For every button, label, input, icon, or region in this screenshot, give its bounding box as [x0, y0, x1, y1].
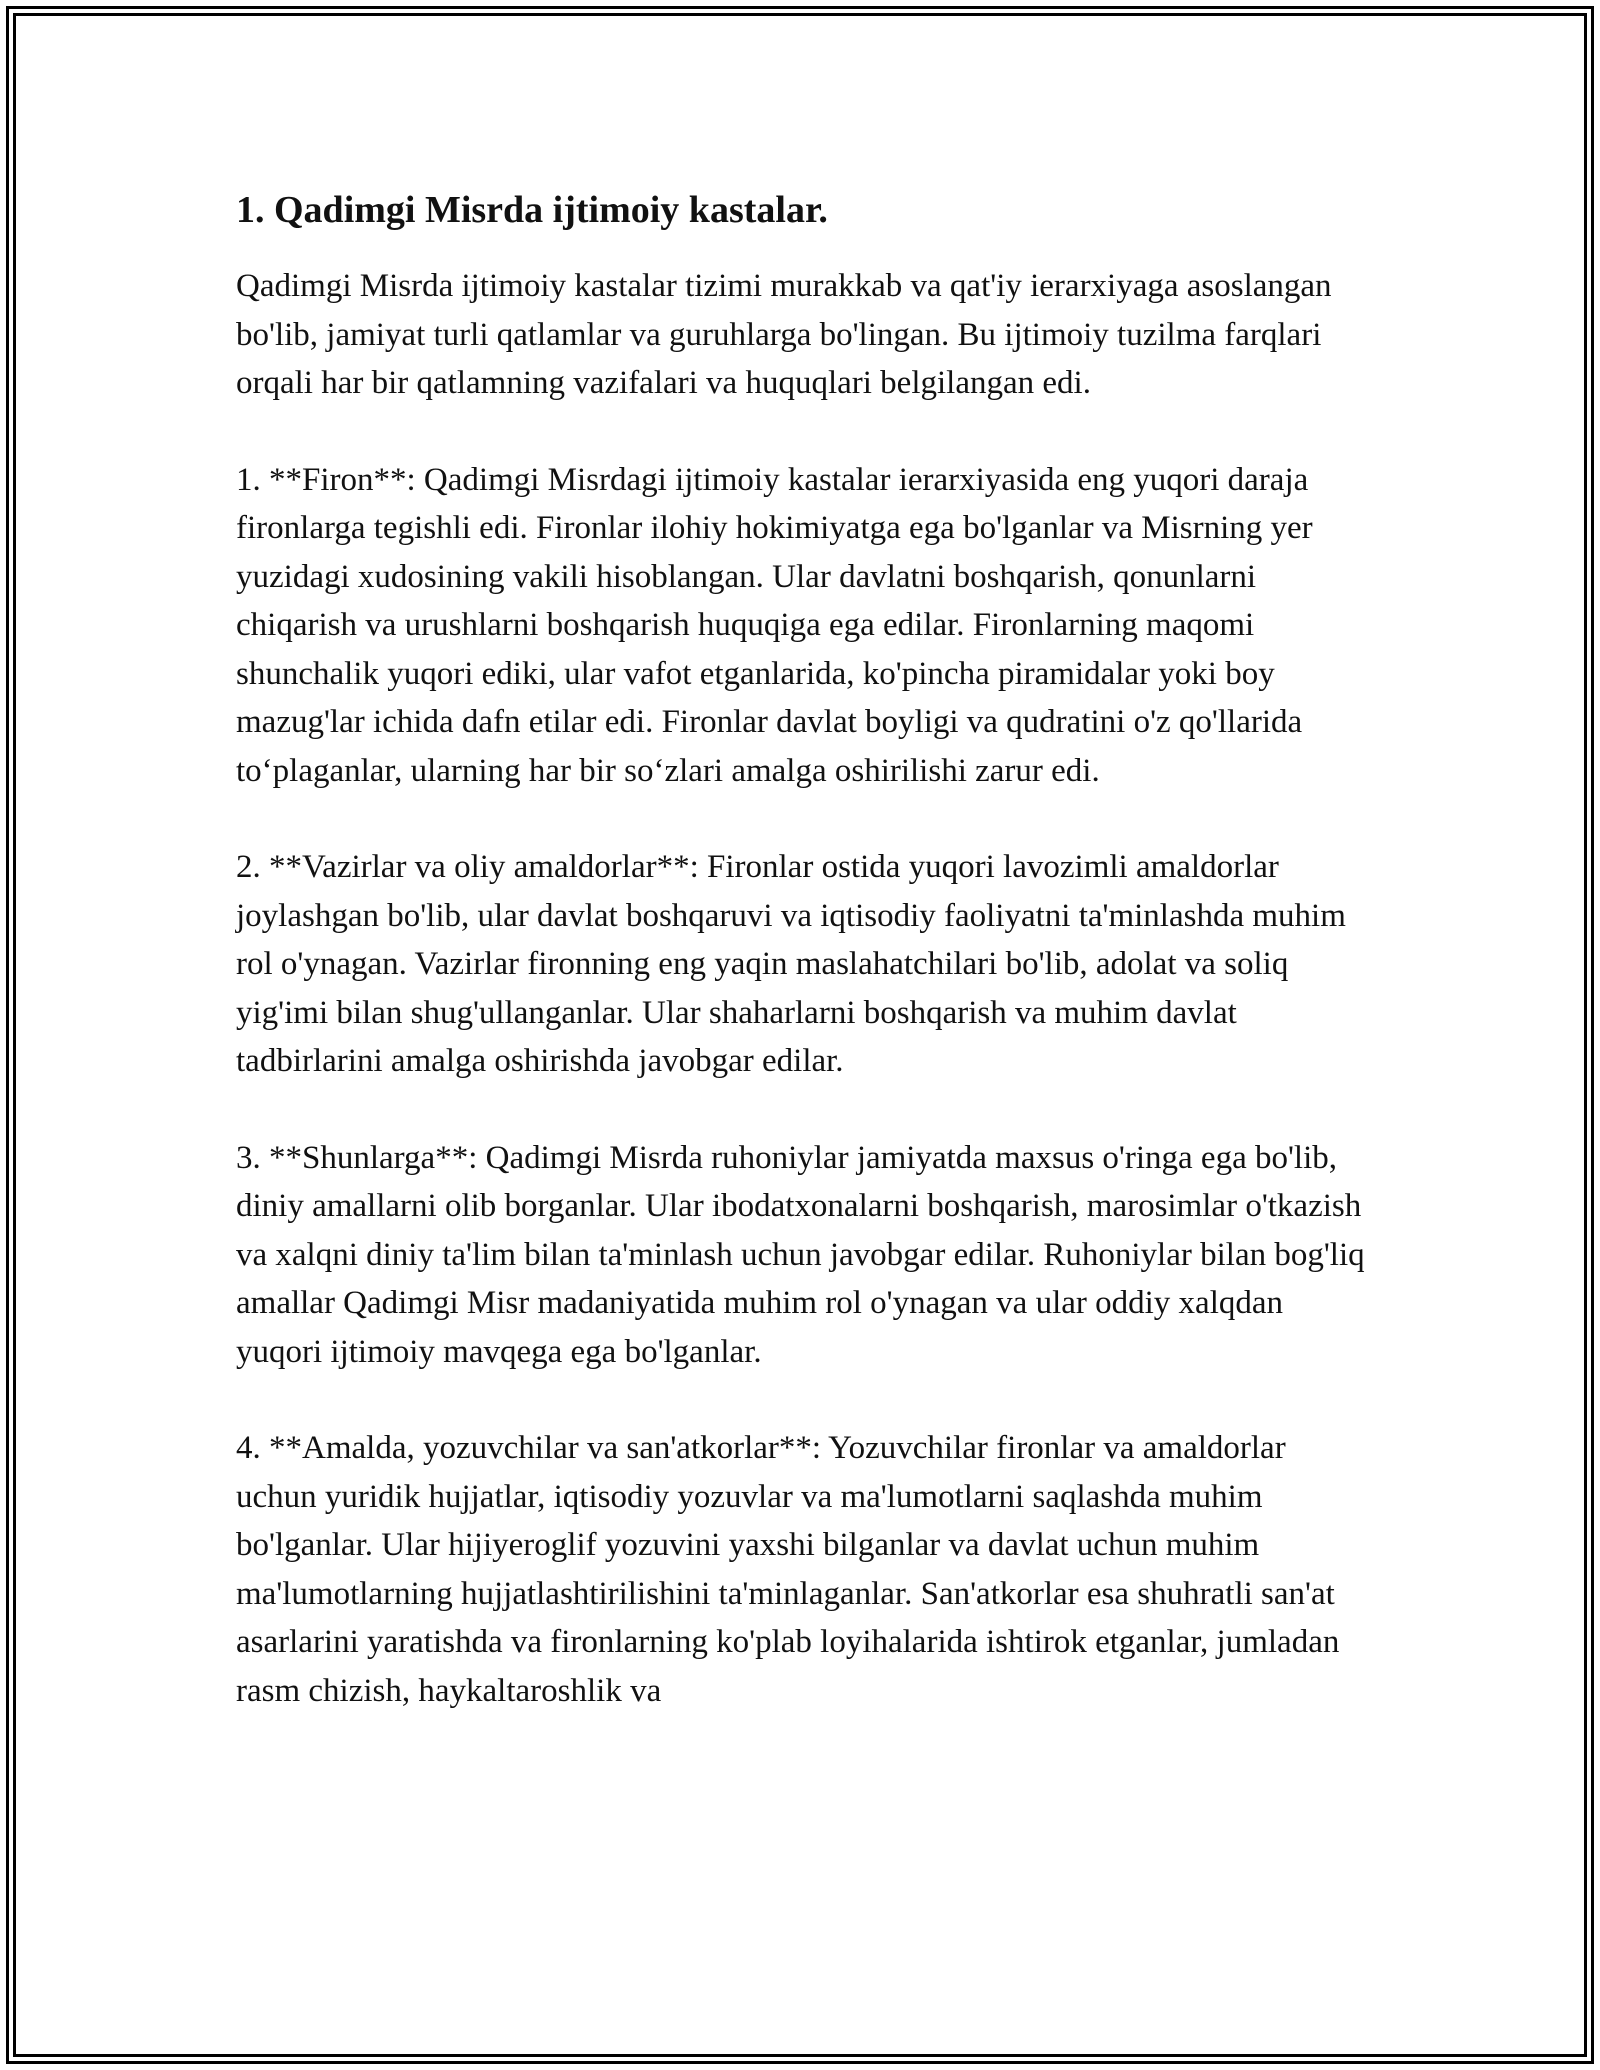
paragraph-firon: 1. **Firon**: Qadimgi Misrdagi ijtimoiy kastalar ierarxiyasida eng yuqori daraja fironlarga tegishli edi. Fironlar ilohiy hokimiyatga ega bo'lganlar va Misrning yer yuzidagi xudosining vakili hisoblangan. Ular davlatni boshqarish, qonunlarni chiqarish va urushlarni boshqarish huquqiga ega edilar. Fironlarning maqomi shunchalik yuqori ediki, ular vafot etganlarida, ko'pincha piramidalar yoki boy mazug'lar ichida dafn etilar edi. Fironlar davlat boyligi va qudratini o'z qo'llarida to‘plaganlar, ularning har bir so‘zlari amalga oshirilishi zarur edi. — [236, 461, 1313, 789]
document-body — [236, 186, 1366, 1763]
paragraph-vazirlar: 2. **Vazirlar va oliy amaldorlar**: Fironlar ostida yuqori lavozimli amaldorlar joylashgan bo'lib, ular davlat boshqaruvi va iqtisodiy faoliyatni ta'minlashda muhim rol o'ynagan. Vazirlar fironning eng yaqin maslahatchilari bo'lib, adolat va soliq yig'imi bilan shug'ullanganlar. Ular shaharlarni boshqarish va muhim davlat tadbirlarini amalga oshirishda javobgar edilar. — [236, 849, 1346, 1080]
section-heading: 1. Qadimgi Misrda ijtimoiy kastalar. — [236, 189, 828, 231]
paragraph-yozuvchilar: 4. **Amalda, yozuvchilar va san'atkorlar**: Yozuvchilar fironlar va amaldorlar uchun yuridik hujjatlar, iqtisodiy yozuvlar va ma'lumotlarni saqlashda muhim bo'lganlar. Ular hijiyeroglif yozuvini yaxshi bilganlar va davlat uchun muhim ma'lumotlarning hujjatlashtirilishini ta'minlaganlar. San'atkorlar esa shuhratli san'at asarlarini yaratishda va fironlarning ko'plab loyihalarida ishtirok etganlar, jumladan rasm chizish, haykaltaroshlik va — [236, 1430, 1340, 1709]
intro-paragraph: Qadimgi Misrda ijtimoiy kastalar tizimi murakkab va qat'iy ierarxiyaga asoslangan bo'lib, jamiyat turli qatlamlar va guruhlarga bo'lingan. Bu ijtimoiy tuzilma farqlari orqali har bir qatlamning vazifalari va huquqlari belgilangan edi. — [236, 268, 1332, 402]
paragraph-ruhoniylar: 3. **Shunlarga**: Qadimgi Misrda ruhoniylar jamiyatda maxsus o'ringa ega bo'lib, diniy amallarni olib borganlar. Ular ibodatxonalarni boshqarish, marosimlar o'tkazish va xalqni diniy ta'lim bilan ta'minlash uchun javobgar edilar. Ruhoniylar bilan bog'liq amallar Qadimgi Misr madaniyatida muhim rol o'ynagan va ular oddiy xalqdan yuqori ijtimoiy mavqega ega bo'lganlar. — [236, 1139, 1365, 1370]
